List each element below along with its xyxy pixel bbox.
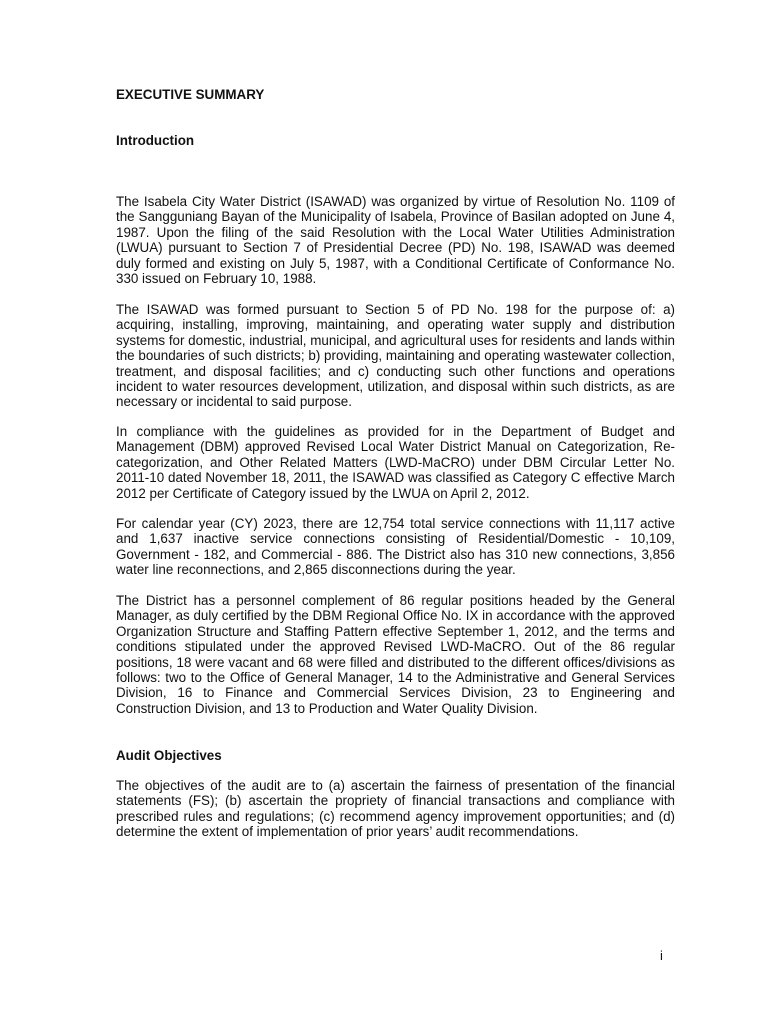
page-title: EXECUTIVE SUMMARY [116,87,265,102]
introduction-heading: Introduction [116,133,195,148]
introduction-paragraph-2: The ISAWAD was formed pursuant to Section 5 of PD No. 198 for the purpose of: a) acquiring, installing, improving, maintaining, and operating water supply and distribution systems for domestic, industrial, municipal, and agricultural uses for residents and lands within the boundaries of such districts; b) providing, maintaining and operating wastewater collection, treatment, and disposal facilities; and c) conducting such other functions and operations incident to water resources development, utilization, and disposal within such districts, as are necessary or incidental to said purpose. [116,302,675,410]
introduction-paragraph-5: The District has a personnel complement of 86 regular positions headed by the General Manager, as duly certified by the DBM Regional Office No. IX in accordance with the approved Organization Structure and Staffing Pattern effective September 1, 2012, and the terms and conditions stipulated under the approved Revised LWD-MaCRO. Out of the 86 regular positions, 18 were vacant and 68 were filled and distributed to the different offices/divisions as follows: two to the Office of General Manager, 14 to the Administrative and General Services Division, 16 to Finance and Commercial Services Division, 23 to Engineering and Construction Division, and 13 to Production and Water Quality Division. [116,593,675,716]
introduction-paragraph-4: For calendar year (CY) 2023, there are 12,754 total service connections with 11,117 active and 1,637 inactive service connections consisting of Residential/Domestic - 10,109, Government - 182, and Commercial - 886. The District also has 310 new connections, 3,856 water line reconnections, and 2,865 disconnections during the year. [116,516,675,578]
introduction-paragraph-1: The Isabela City Water District (ISAWAD) was organized by virtue of Resolution No. 1109 of the Sangguniang Bayan of the Municipality of Isabela, Province of Basilan adopted on June 4, 1987. Upon the filing of the said Resolution with the Local Water Utilities Administration (LWUA) pursuant to Section 7 of Presidential Decree (PD) No. 198, ISAWAD was deemed duly formed and existing on July 5, 1987, with a Conditional Certificate of Conformance No. 330 issued on February 10, 1988. [116,194,675,287]
introduction-paragraph-3: In compliance with the guidelines as provided for in the Department of Budget and Management (DBM) approved Revised Local Water District Manual on Categorization, Re-categorization, and Other Related Matters (LWD-MaCRO) under DBM Circular Letter No. 2011-10 dated November 18, 2011, the ISAWAD was classified as Category C effective March 2012 per Certificate of Category issued by the LWUA on April 2, 2012. [116,424,675,501]
audit-objectives-heading: Audit Objectives [116,748,222,763]
audit-objectives-paragraph: The objectives of the audit are to (a) ascertain the fairness of presentation of the financial statements (FS); (b) ascertain the propriety of financial transactions and compliance with prescribed rules and regulations; (c) recommend agency improvement opportunities; and (d) determine the extent of implementation of prior years’ audit recommendations. [116,778,675,840]
page-number: i [660,948,663,963]
